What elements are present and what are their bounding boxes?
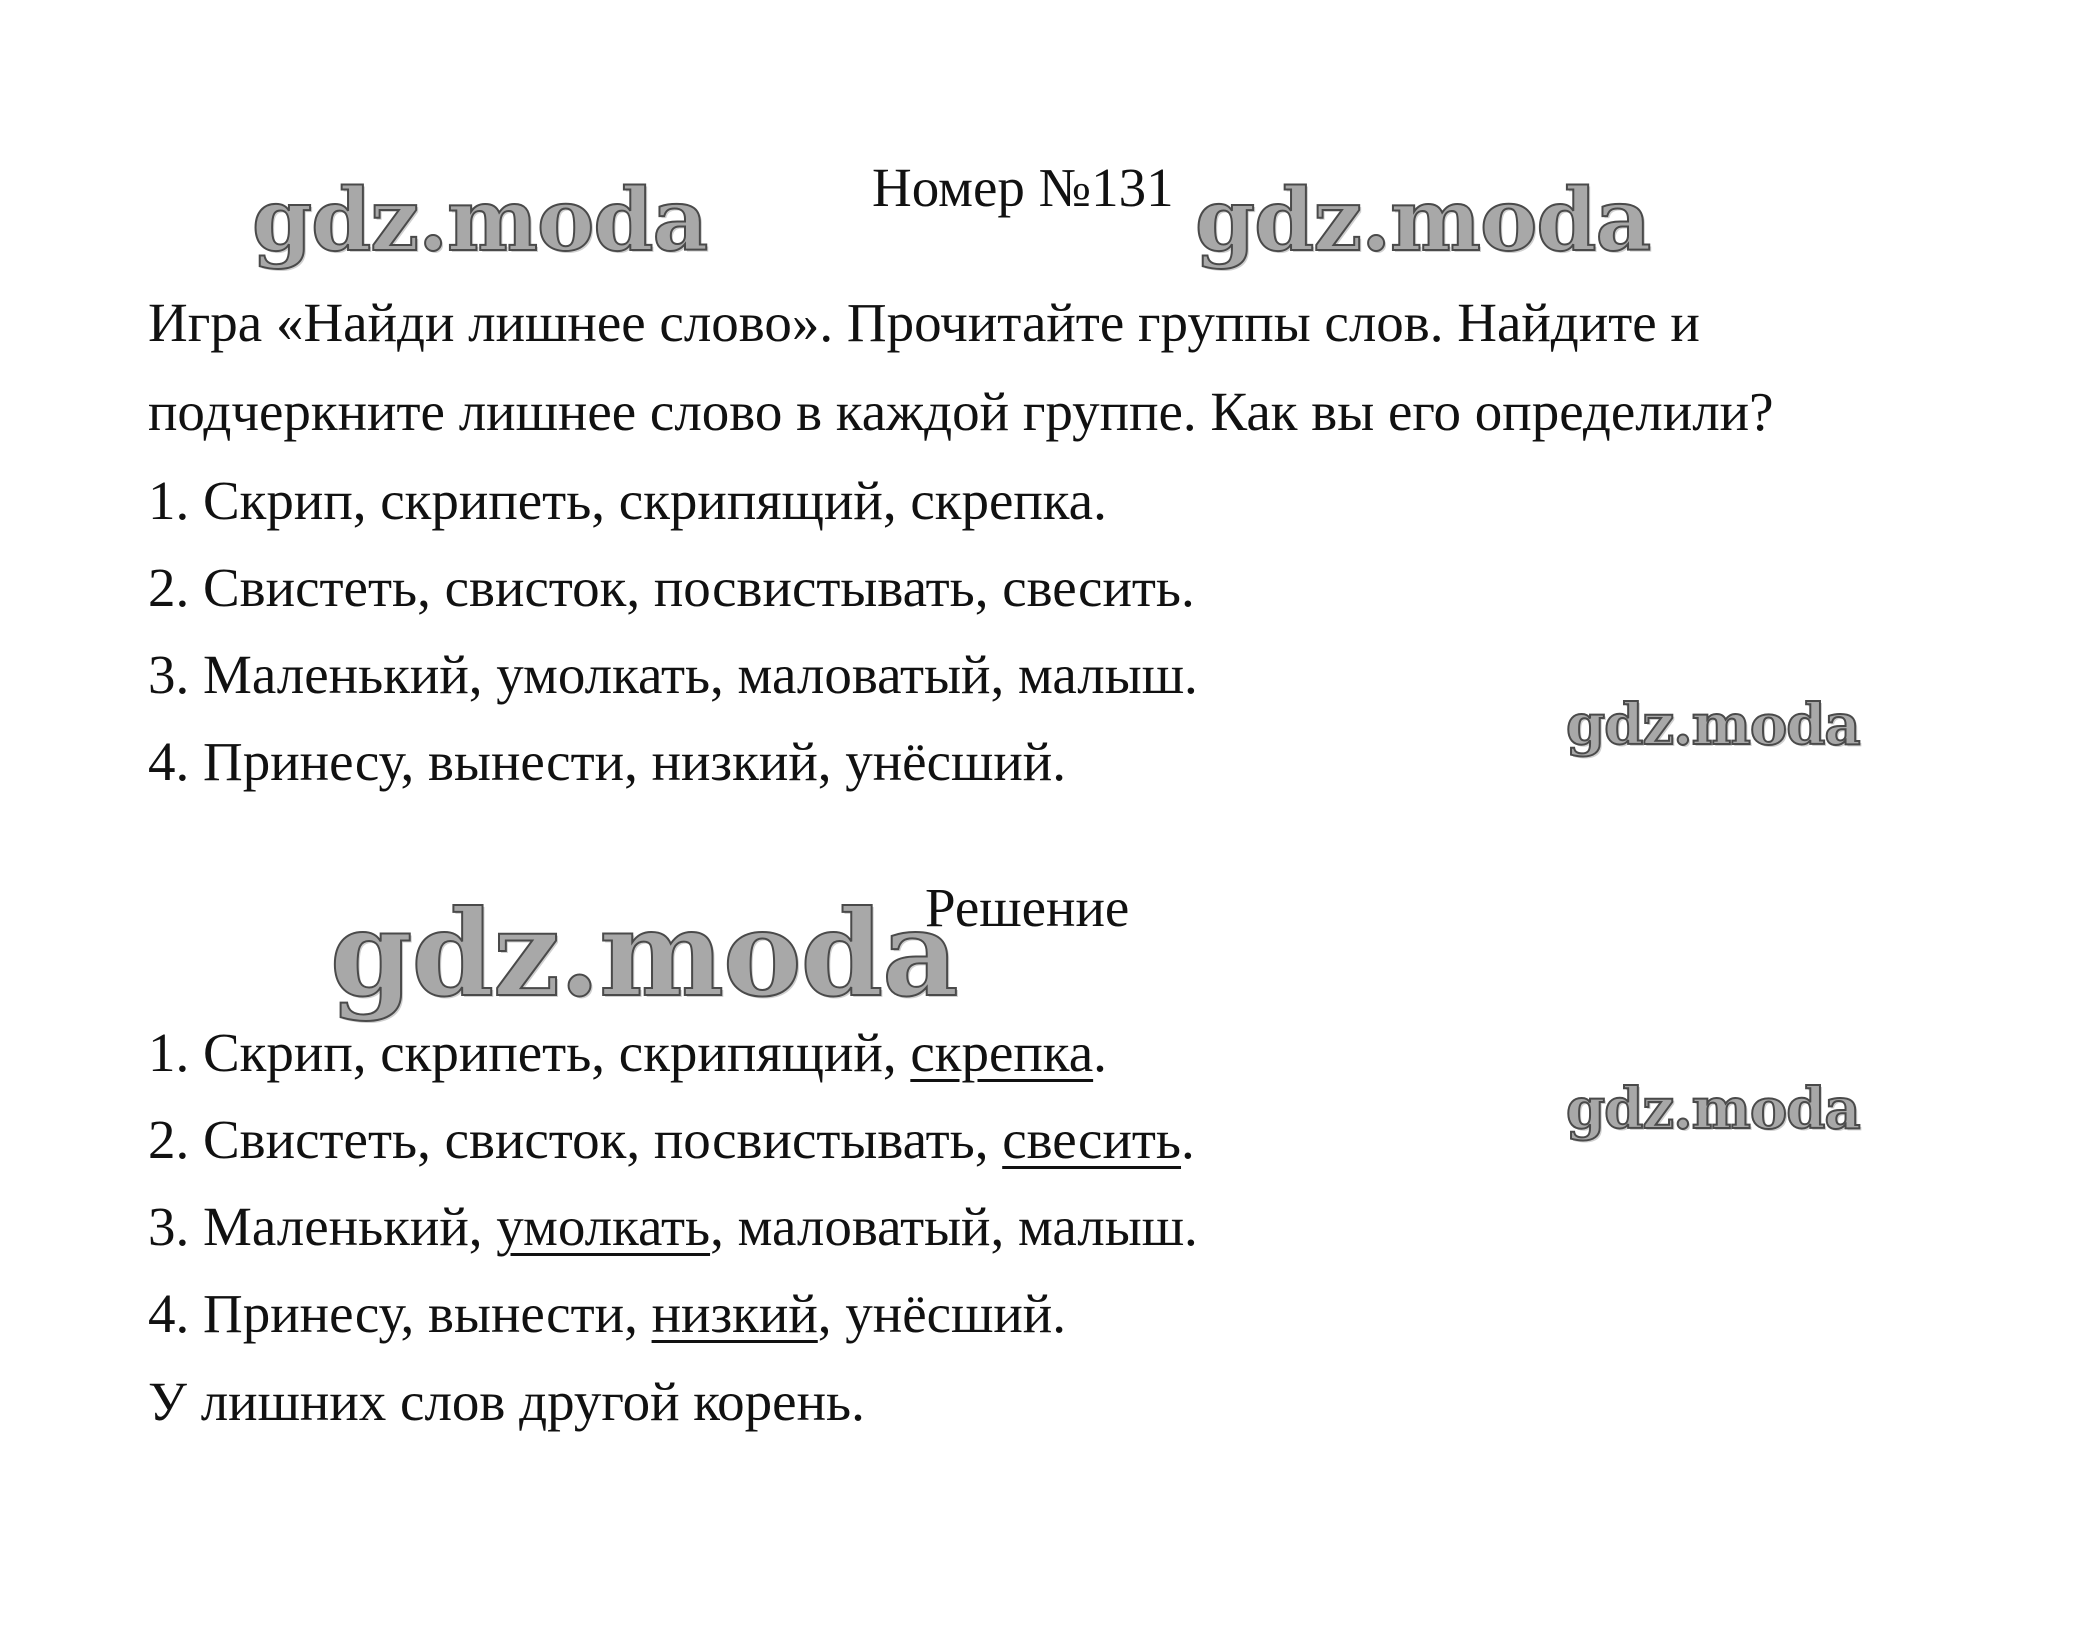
task-item: 4. Принесу, вынести, низкий, унёсший. xyxy=(148,731,1066,792)
solution-item-text: , маловатый, малыш. xyxy=(710,1196,1198,1257)
solution-conclusion: У лишних слов другой корень. xyxy=(148,1371,865,1432)
watermark-logo: gdz.moda xyxy=(1195,170,1651,271)
underlined-word: свесить xyxy=(1002,1109,1182,1170)
task-item: 2. Свистеть, свисток, посвистывать, свесить. xyxy=(148,557,1195,618)
solution-item-text: 2. Свистеть, свисток, посвистывать, xyxy=(148,1109,1003,1170)
underlined-word: умолкать xyxy=(496,1196,711,1257)
solution-item xyxy=(148,1196,1198,1257)
watermark-logo: gdz.moda xyxy=(1566,692,1860,758)
solution-item-text: 3. Маленький, xyxy=(148,1196,497,1257)
task-text-line-2: подчеркните лишнее слово в каждой группе. Как вы его определили? xyxy=(148,381,1774,442)
task-item: 1. Скрип, скрипеть, скрипящий, скрепка. xyxy=(148,470,1107,531)
task-text-line-1: Игра «Найди лишнее слово». Прочитайте группы слов. Найдите и xyxy=(148,292,1700,353)
solution-item-text: , унёсший. xyxy=(817,1283,1066,1344)
solution-item xyxy=(148,1109,1195,1170)
solution-item-text: . xyxy=(1093,1022,1107,1083)
solution-item-text: . xyxy=(1181,1109,1195,1170)
watermark-logo: gdz.moda xyxy=(1566,1076,1860,1142)
solution-item xyxy=(148,1283,1066,1344)
task-item: 3. Маленький, умолкать, маловатый, малыш. xyxy=(148,644,1198,705)
watermark-logo: gdz.moda xyxy=(330,884,958,1023)
solution-item-text: 4. Принесу, вынести, xyxy=(148,1283,652,1344)
solution-title: Решение xyxy=(925,877,1130,938)
page-title: Номер №131 xyxy=(872,157,1174,218)
underlined-word: низкий xyxy=(651,1283,818,1344)
underlined-word: скрепка xyxy=(910,1022,1094,1083)
watermark-logo: gdz.moda xyxy=(252,170,708,271)
solution-item-text: 1. Скрип, скрипеть, скрипящий, xyxy=(148,1022,911,1083)
solution-item xyxy=(148,1022,1107,1083)
